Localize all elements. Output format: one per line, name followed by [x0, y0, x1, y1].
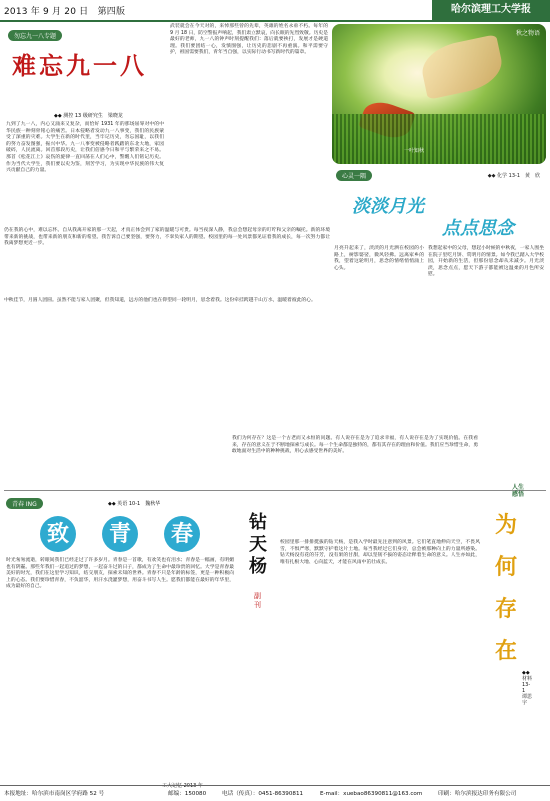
footer-address: 本报地址：哈尔滨市南岗区学府路 52 号 — [4, 791, 105, 797]
article-title-line2: 点点思念 — [442, 218, 514, 239]
page-header — [0, 0, 550, 20]
section-tag: 人生感悟 — [512, 484, 525, 498]
article-title-line1: 淡淡月光 — [352, 196, 424, 217]
title-char: 春 — [164, 516, 200, 552]
photo-credit: 秋之物语 — [515, 30, 540, 37]
article-byline: ◆◆ 材料 13-1 谭思宇 — [522, 670, 533, 706]
autumn-photo — [332, 24, 546, 164]
article-body-left: 月亮升起来了，淡淡的月光洒在校园的小路上，树影婆娑，微风轻拂。远离家乡的我，望着这轮明月，思念的情绪悄悄涌上心头。 — [334, 246, 424, 271]
article-title: 为何存在 — [494, 512, 517, 664]
article-youth — [4, 494, 236, 789]
section-tag: 勿忘九一八专题 — [8, 30, 62, 41]
footer-printer: 印刷：哈尔滨报达印务有限公司 — [438, 791, 517, 797]
title-char: 青 — [102, 516, 138, 552]
article-remember-918 — [4, 24, 164, 224]
photo-caption: 一叶知秋 — [404, 148, 425, 154]
section-tag: 心灵一隅 — [336, 170, 372, 181]
footer-postcode: 邮编：150080 — [168, 791, 207, 797]
article-middle: 仍在我的心中，难以忘怀。自从我离开家的那一天起，才真正体会到了家的温暖与可贵。每当夜深人静，我总会想起母亲的叮咛和父亲的嘱托。新的环境带来新的挑战，也带来新的朋友和新的希望。我告诉自己要坚强，要努力，不辜负家人的期望。校园里的每一处风景都见证着我的成长，每一次努力都让我离梦想更近一步。 — [4, 228, 330, 247]
article-body: 时光匆匆流逝，转眼间我们已经走过了许多岁月。青春是一首歌，有欢笑也有泪水；青春是一幅画，有明媚也有阴霾。那些年我们一起追过的梦想，一起奋斗过的日子，都成为了生命中最珍贵的回忆。大学是青春最美好的时光，我们在这里学习知识，结交朋友，探索未知的世界。青春不只是年龄的标签，更是一种积极向上的心态。我们要珍惜青春，不负韶华，用汗水浇灌梦想，用奋斗书写人生。愿我们都能在最好的年华里，成为最好的自己。 — [6, 558, 234, 590]
article-byline: ◆◆ 测控 13 级研究生 梁晓龙 — [54, 113, 123, 119]
article-exist — [482, 480, 546, 780]
issue-date: 2013 年 9 月 20 日 第四版 — [4, 7, 126, 17]
title-char: 致 — [40, 516, 76, 552]
article-poplar-body: 校园里那一排排挺拔的钻天杨，是我入学时最先注意到的风景。它们笔直地伸向天空，不畏风雪，不惧严寒，默默守护着这片土地。每当我经过它们身旁，总会被那种向上的力量所感染。钻天杨没有花的芬芳，没有果的甘甜，却以坚韧不拔的姿态诠释着生命的意义。人生亦如此，唯有扎根大地、心向蓝天，才能在风雨中茁壮成长。 — [280, 540, 480, 565]
article-byline: ◆◆ 化学 13-1 黄 欣 — [487, 173, 540, 179]
article-remember-continued: 武装就会在今天对的，来悼那些曾的先辈，英雄的姓名永垂不朽。每年的 9 月 18 日，防空警报声响起，我们肃立默哀，向长眠的先烈致敬。历史是最好的老师，九一八的钟声时刻提醒我们：落后就要挨打，发展才是硬道理。我们要团结一心，发愤图强，让历史的悲剧不再重演。和平需要守护，祖国需要我们，青年当自强，以实际行动书写新时代的篇章。 — [170, 24, 328, 56]
leaf-shape — [418, 34, 507, 100]
page-footer — [0, 785, 550, 801]
article-exist-intro: 我们为何存在？这是一个古老而又永恒的问题。有人说存在是为了追求幸福，有人说存在是为了实现价值。在我看来，存在的意义在于不断地探索与成长。每一个生命都是独特的，都有其存在的理由和价值。我们应当珍惜生命，勇敢地面对生活中的种种挑战，用心去感受世界的美好。 — [232, 436, 478, 455]
article-moonlight — [332, 166, 546, 326]
article-middle-b: 中秋佳节，月圆人团圆。虽然不能与家人团聚，但我知道，远方的他们也在仰望同一轮明月，思念着我。这份牵挂跨越千山万水，温暖着彼此的心。 — [4, 298, 316, 303]
article-body: 九到了九一八，内心又涌来又复杂，而恰好 1931 年的那场屈辱对中的中华民族一种刻骨铭心的痛苦。日本侵略者发动九一八事变，我们的民族蒙受了深重的灾难。大学生在新的时代里，当牢记历史，勿忘国耻，以我们的努力奋发图强，振兴中华。九一八事变被侵略者践踏的东北大地，家园破碎，人民流离。回首那段历史，让我们倍感今日和平与繁荣来之不易。那首《松花江上》哀伤的旋律一直回荡在人们心中，警醒人们铭记历史。作为当代大学生，我们要以史为鉴，刻苦学习，为实现中华民族的伟大复兴贡献自己的力量。 — [6, 122, 164, 174]
masthead: 哈尔滨理工大学报 — [432, 0, 550, 20]
section-tag: 青春 ING — [6, 498, 43, 509]
footer-email: E-mail：xuebao86390811@163.com — [320, 791, 423, 797]
moss-ground — [332, 114, 546, 164]
section-label: 副刊 — [254, 592, 261, 609]
article-signature: 工大记忆 2013 年 — [162, 783, 203, 789]
article-title: 难忘九一八 — [12, 51, 147, 80]
article-byline: ◆◆ 英语 10-1 魏秋华 — [108, 501, 161, 507]
footer-phone: 电话（传真）：0451-86390811 — [222, 791, 304, 797]
article-title: 钻天杨 — [249, 512, 267, 577]
header-rule — [0, 20, 550, 22]
article-poplar-title — [240, 494, 276, 609]
article-body-right: 我想起家中的父母，想起小时候的中秋夜，一家人围坐在院子里吃月饼、赏明月的情景。如今我已踏入大学校园，开始新的生活，但那份思念却从未减少。月光淡淡，思念点点，愿天下游子都能被这温柔的月色所安慰。 — [428, 246, 544, 278]
article-title — [20, 514, 220, 554]
